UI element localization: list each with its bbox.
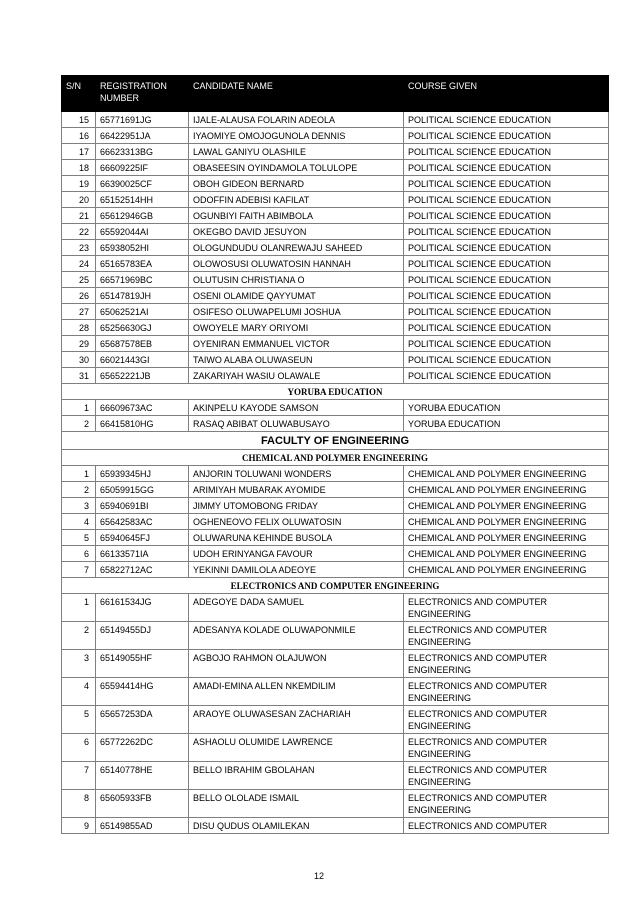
table-row <box>62 546 609 562</box>
table-row <box>62 706 609 734</box>
row-course-given: CHEMICAL AND POLYMER ENGINEERING <box>404 498 609 514</box>
row-sn: 1 <box>62 466 96 482</box>
row-registration-number: 65152514HH <box>96 192 189 208</box>
row-course-given: POLITICAL SCIENCE EDUCATION <box>404 128 609 144</box>
table-row <box>62 734 609 762</box>
row-candidate-name: ARIMIYAH MUBARAK AYOMIDE <box>189 482 404 498</box>
row-registration-number: 65256630GJ <box>96 320 189 336</box>
header-candidate-name: CANDIDATE NAME <box>189 76 404 112</box>
row-sn: 27 <box>62 304 96 320</box>
row-course-given: CHEMICAL AND POLYMER ENGINEERING <box>404 514 609 530</box>
table-header <box>62 76 609 112</box>
row-candidate-name: DISU QUDUS OLAMILEKAN <box>189 818 404 834</box>
row-sn: 3 <box>62 498 96 514</box>
row-candidate-name: OBASEESIN OYINDAMOLA TOLULOPE <box>189 160 404 176</box>
table-row <box>62 562 609 578</box>
row-candidate-name: OGHENEOVO FELIX OLUWATOSIN <box>189 514 404 530</box>
table-row <box>62 272 609 288</box>
row-registration-number: 65149055HF <box>96 650 189 678</box>
row-registration-number: 66609225IF <box>96 160 189 176</box>
table-row <box>62 160 609 176</box>
row-course-given: POLITICAL SCIENCE EDUCATION <box>404 160 609 176</box>
row-candidate-name: ZAKARIYAH WASIU OLAWALE <box>189 368 404 384</box>
table-row <box>62 240 609 256</box>
row-course-given: POLITICAL SCIENCE EDUCATION <box>404 304 609 320</box>
table-row <box>62 678 609 706</box>
row-course-given: POLITICAL SCIENCE EDUCATION <box>404 112 609 128</box>
row-registration-number: 65652221JB <box>96 368 189 384</box>
row-sn: 18 <box>62 160 96 176</box>
row-sn: 23 <box>62 240 96 256</box>
table-row <box>62 224 609 240</box>
row-candidate-name: AMADI-EMINA ALLEN NKEMDILIM <box>189 678 404 706</box>
row-course-given: CHEMICAL AND POLYMER ENGINEERING <box>404 466 609 482</box>
row-candidate-name: LAWAL GANIYU OLASHILE <box>189 144 404 160</box>
row-course-given: POLITICAL SCIENCE EDUCATION <box>404 320 609 336</box>
row-registration-number: 66390025CF <box>96 176 189 192</box>
row-course-given: ELECTRONICS AND COMPUTER ENGINEERING <box>404 594 609 622</box>
table-row <box>62 320 609 336</box>
row-registration-number: 65657253DA <box>96 706 189 734</box>
admission-table <box>61 75 609 834</box>
table-row <box>62 466 609 482</box>
row-candidate-name: UDOH ERINYANGA FAVOUR <box>189 546 404 562</box>
row-registration-number: 65149455DJ <box>96 622 189 650</box>
department-heading: CHEMICAL AND POLYMER ENGINEERING <box>62 450 609 466</box>
row-sn: 16 <box>62 128 96 144</box>
row-course-given: ELECTRONICS AND COMPUTER ENGINEERING <box>404 650 609 678</box>
table-row <box>62 256 609 272</box>
table-row <box>62 400 609 416</box>
row-sn: 2 <box>62 482 96 498</box>
row-candidate-name: JIMMY UTOMOBONG FRIDAY <box>189 498 404 514</box>
department-heading-row <box>62 384 609 400</box>
row-course-given: POLITICAL SCIENCE EDUCATION <box>404 224 609 240</box>
row-candidate-name: OLUWARUNA KEHINDE BUSOLA <box>189 530 404 546</box>
row-sn: 6 <box>62 734 96 762</box>
row-sn: 8 <box>62 790 96 818</box>
row-sn: 5 <box>62 530 96 546</box>
faculty-heading-row <box>62 432 609 450</box>
row-candidate-name: AGBOJO RAHMON OLAJUWON <box>189 650 404 678</box>
table-row <box>62 352 609 368</box>
row-candidate-name: OGUNBIYI FAITH ABIMBOLA <box>189 208 404 224</box>
table-row <box>62 416 609 432</box>
row-candidate-name: IJALE-ALAUSA FOLARIN ADEOLA <box>189 112 404 128</box>
row-sn: 15 <box>62 112 96 128</box>
faculty-heading: FACULTY OF ENGINEERING <box>62 432 609 450</box>
table-row <box>62 176 609 192</box>
department-heading: YORUBA EDUCATION <box>62 384 609 400</box>
row-course-given: POLITICAL SCIENCE EDUCATION <box>404 288 609 304</box>
row-sn: 1 <box>62 400 96 416</box>
row-registration-number: 66623313BG <box>96 144 189 160</box>
row-candidate-name: ARAOYE OLUWASESAN ZACHARIAH <box>189 706 404 734</box>
row-registration-number: 65940645FJ <box>96 530 189 546</box>
row-registration-number: 65592044AI <box>96 224 189 240</box>
row-sn: 6 <box>62 546 96 562</box>
row-sn: 3 <box>62 650 96 678</box>
row-sn: 26 <box>62 288 96 304</box>
row-course-given: POLITICAL SCIENCE EDUCATION <box>404 192 609 208</box>
table-row <box>62 650 609 678</box>
row-candidate-name: OLOWOSUSI OLUWATOSIN HANNAH <box>189 256 404 272</box>
row-registration-number: 65147819JH <box>96 288 189 304</box>
row-registration-number: 65140778HE <box>96 762 189 790</box>
row-registration-number: 66609673AC <box>96 400 189 416</box>
row-registration-number: 65612946GB <box>96 208 189 224</box>
table-row <box>62 112 609 128</box>
table-row <box>62 594 609 622</box>
row-candidate-name: OLOGUNDUDU OLANREWAJU SAHEED <box>189 240 404 256</box>
row-candidate-name: YEKINNI DAMILOLA ADEOYE <box>189 562 404 578</box>
row-registration-number: 65772262DC <box>96 734 189 762</box>
row-sn: 22 <box>62 224 96 240</box>
row-sn: 31 <box>62 368 96 384</box>
admission-list-sheet <box>61 75 608 834</box>
row-sn: 9 <box>62 818 96 834</box>
row-course-given: ELECTRONICS AND COMPUTER ENGINEERING <box>404 678 609 706</box>
table-row <box>62 514 609 530</box>
table-row <box>62 128 609 144</box>
table-body <box>62 112 609 834</box>
row-registration-number: 65940691BI <box>96 498 189 514</box>
department-heading-row <box>62 578 609 594</box>
row-course-given: YORUBA EDUCATION <box>404 400 609 416</box>
table-row <box>62 208 609 224</box>
row-course-given: POLITICAL SCIENCE EDUCATION <box>404 144 609 160</box>
row-registration-number: 65939345HJ <box>96 466 189 482</box>
row-sn: 24 <box>62 256 96 272</box>
header-course-given: COURSE GIVEN <box>404 76 609 112</box>
row-candidate-name: OLUTUSIN CHRISTIANA O <box>189 272 404 288</box>
table-row <box>62 144 609 160</box>
row-registration-number: 65938052HI <box>96 240 189 256</box>
row-registration-number: 66571969BC <box>96 272 189 288</box>
row-sn: 21 <box>62 208 96 224</box>
row-candidate-name: OSENI OLAMIDE QAYYUMAT <box>189 288 404 304</box>
row-candidate-name: IYAOMIYE OMOJOGUNOLA DENNIS <box>189 128 404 144</box>
row-registration-number: 65822712AC <box>96 562 189 578</box>
row-course-given: ELECTRONICS AND COMPUTER ENGINEERING <box>404 734 609 762</box>
row-course-given: ELECTRONICS AND COMPUTER ENGINEERING <box>404 762 609 790</box>
row-sn: 19 <box>62 176 96 192</box>
row-registration-number: 65605933FB <box>96 790 189 818</box>
row-sn: 7 <box>62 562 96 578</box>
table-row <box>62 790 609 818</box>
row-registration-number: 66415810HG <box>96 416 189 432</box>
row-course-given: CHEMICAL AND POLYMER ENGINEERING <box>404 530 609 546</box>
row-registration-number: 65165783EA <box>96 256 189 272</box>
row-course-given: POLITICAL SCIENCE EDUCATION <box>404 176 609 192</box>
row-sn: 20 <box>62 192 96 208</box>
row-sn: 7 <box>62 762 96 790</box>
row-registration-number: 66021443GI <box>96 352 189 368</box>
row-sn: 29 <box>62 336 96 352</box>
row-course-given: ELECTRONICS AND COMPUTER <box>404 818 609 834</box>
table-row <box>62 368 609 384</box>
row-sn: 2 <box>62 416 96 432</box>
row-candidate-name: ASHAOLU OLUMIDE LAWRENCE <box>189 734 404 762</box>
row-candidate-name: OBOH GIDEON BERNARD <box>189 176 404 192</box>
table-row <box>62 288 609 304</box>
department-heading-row <box>62 450 609 466</box>
row-candidate-name: ANJORIN TOLUWANI WONDERS <box>189 466 404 482</box>
table-row <box>62 762 609 790</box>
row-course-given: POLITICAL SCIENCE EDUCATION <box>404 352 609 368</box>
row-candidate-name: OWOYELE MARY ORIYOMI <box>189 320 404 336</box>
row-candidate-name: OYENIRAN EMMANUEL VICTOR <box>189 336 404 352</box>
page-number: 12 <box>313 871 324 881</box>
table-row <box>62 622 609 650</box>
row-candidate-name: OSIFESO OLUWAPELUMI JOSHUA <box>189 304 404 320</box>
row-sn: 4 <box>62 514 96 530</box>
row-registration-number: 65059915GG <box>96 482 189 498</box>
row-sn: 5 <box>62 706 96 734</box>
row-candidate-name: BELLO IBRAHIM GBOLAHAN <box>189 762 404 790</box>
row-course-given: CHEMICAL AND POLYMER ENGINEERING <box>404 546 609 562</box>
row-course-given: POLITICAL SCIENCE EDUCATION <box>404 240 609 256</box>
header-sn: S/N <box>62 76 96 112</box>
row-course-given: CHEMICAL AND POLYMER ENGINEERING <box>404 482 609 498</box>
table-row <box>62 818 609 834</box>
row-sn: 28 <box>62 320 96 336</box>
row-candidate-name: TAIWO ALABA OLUWASEUN <box>189 352 404 368</box>
row-candidate-name: RASAQ ABIBAT OLUWABUSAYO <box>189 416 404 432</box>
department-heading: ELECTRONICS AND COMPUTER ENGINEERING <box>62 578 609 594</box>
row-registration-number: 65594414HG <box>96 678 189 706</box>
table-row <box>62 304 609 320</box>
row-candidate-name: ODOFFIN ADEBISI KAFILAT <box>189 192 404 208</box>
row-candidate-name: ADESANYA KOLADE OLUWAPONMILE <box>189 622 404 650</box>
row-registration-number: 66422951JA <box>96 128 189 144</box>
row-registration-number: 65642583AC <box>96 514 189 530</box>
row-sn: 30 <box>62 352 96 368</box>
row-sn: 25 <box>62 272 96 288</box>
row-course-given: CHEMICAL AND POLYMER ENGINEERING <box>404 562 609 578</box>
row-course-given: ELECTRONICS AND COMPUTER ENGINEERING <box>404 790 609 818</box>
table-row <box>62 482 609 498</box>
row-registration-number: 66161534JG <box>96 594 189 622</box>
table-row <box>62 498 609 514</box>
row-candidate-name: OKEGBO DAVID JESUYON <box>189 224 404 240</box>
row-course-given: ELECTRONICS AND COMPUTER ENGINEERING <box>404 706 609 734</box>
row-course-given: ELECTRONICS AND COMPUTER ENGINEERING <box>404 622 609 650</box>
row-registration-number: 65771691JG <box>96 112 189 128</box>
table-row <box>62 192 609 208</box>
row-course-given: POLITICAL SCIENCE EDUCATION <box>404 368 609 384</box>
row-registration-number: 65687578EB <box>96 336 189 352</box>
row-sn: 17 <box>62 144 96 160</box>
header-registration-number: REGISTRATION NUMBER <box>96 76 189 112</box>
row-registration-number: 66133571IA <box>96 546 189 562</box>
row-sn: 4 <box>62 678 96 706</box>
row-course-given: POLITICAL SCIENCE EDUCATION <box>404 272 609 288</box>
row-candidate-name: BELLO OLOLADE ISMAIL <box>189 790 404 818</box>
row-course-given: YORUBA EDUCATION <box>404 416 609 432</box>
row-course-given: POLITICAL SCIENCE EDUCATION <box>404 336 609 352</box>
row-candidate-name: AKINPELU KAYODE SAMSON <box>189 400 404 416</box>
table-row <box>62 530 609 546</box>
row-registration-number: 65062521AI <box>96 304 189 320</box>
table-row <box>62 336 609 352</box>
row-course-given: POLITICAL SCIENCE EDUCATION <box>404 256 609 272</box>
row-registration-number: 65149855AD <box>96 818 189 834</box>
row-sn: 2 <box>62 622 96 650</box>
row-course-given: POLITICAL SCIENCE EDUCATION <box>404 208 609 224</box>
row-candidate-name: ADEGOYE DADA SAMUEL <box>189 594 404 622</box>
row-sn: 1 <box>62 594 96 622</box>
